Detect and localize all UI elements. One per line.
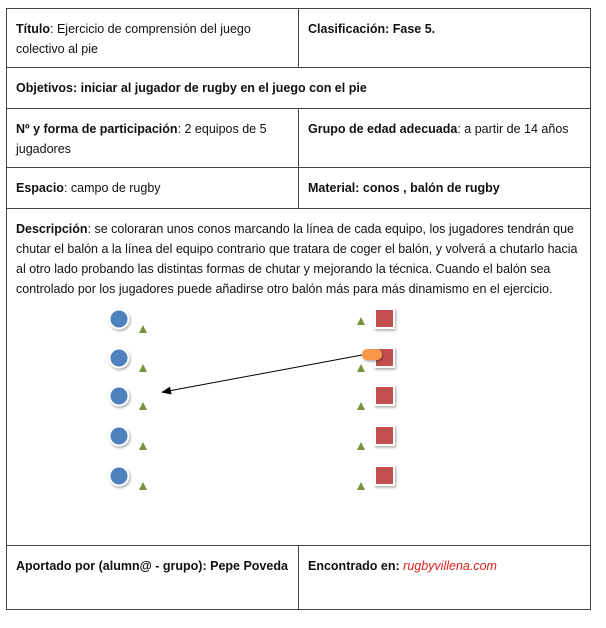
titulo-value: : Ejercicio de comprensión del juego colectivo al pie bbox=[16, 22, 251, 56]
cone-icon bbox=[139, 402, 147, 410]
drill-diagram bbox=[16, 299, 582, 509]
objetivos-value: iniciar al jugador de rugby en el juego con el pie bbox=[77, 81, 367, 95]
edad-cell bbox=[299, 109, 591, 168]
team-b-player bbox=[375, 466, 394, 485]
participacion-value: : 2 equipos de 5 jugadores bbox=[16, 122, 267, 156]
objetivos-label: Objetivos: bbox=[16, 81, 78, 95]
source-link[interactable]: rugbyvillena.com bbox=[403, 559, 497, 573]
team-a-player bbox=[110, 467, 129, 486]
cone-icon bbox=[139, 482, 147, 490]
clasificacion-label: Clasificación: Fase 5. bbox=[308, 22, 436, 36]
participacion-label: Nº y forma de participación bbox=[16, 122, 178, 136]
left-team bbox=[110, 310, 148, 491]
team-a-player bbox=[110, 427, 129, 446]
material-cell bbox=[299, 168, 591, 209]
team-b-player bbox=[375, 426, 394, 445]
team-a-player bbox=[110, 310, 129, 329]
exercise-table bbox=[6, 8, 591, 610]
participacion-cell bbox=[7, 109, 299, 168]
aportado-label: Aportado por (alumn@ - grupo): Pepe Poveda bbox=[16, 559, 288, 573]
right-team bbox=[357, 309, 394, 490]
team-a-player bbox=[110, 349, 129, 368]
kick-arrow bbox=[163, 355, 362, 392]
exercise-card bbox=[6, 8, 590, 610]
edad-value: : a partir de 14 años bbox=[457, 122, 569, 136]
cone-icon bbox=[139, 364, 147, 372]
cone-icon bbox=[139, 442, 147, 450]
clasificacion-cell bbox=[299, 9, 591, 68]
cone-icon bbox=[357, 317, 365, 325]
encontrado-label: Encontrado en: bbox=[308, 559, 400, 573]
espacio-label: Espacio bbox=[16, 181, 64, 195]
espacio-cell bbox=[7, 168, 299, 209]
cone-icon bbox=[139, 325, 147, 333]
descripcion-value: : se coloraran unos conos marcando la línea de cada equipo, los jugadores tendrán que chutar el balón a la línea del equipo contrario que tratara de coger el balón, y volverá a chutarlo hacia al otro lado probando las distintas formas de chutar y mejorando la técnica. Cuando el balón sea controlado por los jugadores puede añadirse otro balón más para más dinamismo en el ejercicio. bbox=[16, 222, 578, 296]
cone-icon bbox=[357, 402, 365, 410]
team-b-player bbox=[375, 309, 394, 328]
cone-icon bbox=[357, 442, 365, 450]
team-b-player bbox=[375, 386, 394, 405]
encontrado-cell bbox=[299, 546, 591, 610]
cone-icon bbox=[357, 482, 365, 490]
descripcion-cell bbox=[7, 209, 591, 546]
titulo-cell bbox=[7, 9, 299, 68]
material-label: Material: conos , balón de rugby bbox=[308, 181, 500, 195]
aportado-cell bbox=[7, 546, 299, 610]
descripcion-text bbox=[16, 219, 581, 299]
team-a-player bbox=[110, 387, 129, 406]
edad-label: Grupo de edad adecuada bbox=[308, 122, 458, 136]
rugby-ball bbox=[362, 349, 382, 360]
objetivos-cell bbox=[7, 68, 591, 109]
espacio-value: : campo de rugby bbox=[63, 181, 161, 195]
drill-diagram-svg bbox=[16, 299, 582, 509]
descripcion-label: Descripción bbox=[16, 222, 88, 236]
cone-icon bbox=[357, 364, 365, 372]
titulo-label: Título bbox=[16, 22, 51, 36]
